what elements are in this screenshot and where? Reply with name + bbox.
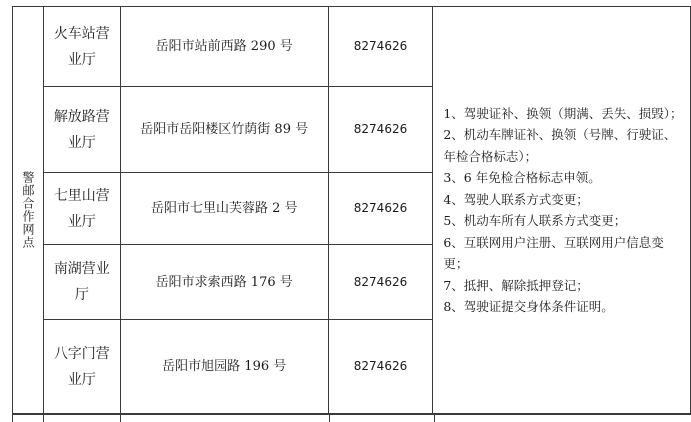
- column-divider: [12, 414, 13, 422]
- outlet-name-cell: [43, 320, 120, 414]
- outlet-name: 解放路营业厅: [53, 108, 110, 151]
- category-label: 警邮合作网点: [20, 171, 35, 249]
- outlet-address-cell: [120, 320, 328, 414]
- outlet-address-cell: [120, 7, 328, 87]
- service-item: 4、驾驶人联系方式变更；: [443, 191, 589, 207]
- outlet-address: 岳阳市岳阳楼区竹荫街 89 号: [140, 122, 309, 137]
- outlet-phone-cell: [328, 245, 433, 320]
- outlet-address: 岳阳市求索西路 176 号: [155, 274, 293, 290]
- service-outlets-table: [12, 6, 691, 414]
- outlet-name-cell: [43, 87, 120, 173]
- outlet-phone: 8274626: [353, 39, 408, 53]
- outlet-address: 岳阳市旭园路 196 号: [162, 359, 287, 374]
- service-item: 7、抵押、解除抵押登记；: [443, 277, 589, 293]
- outlet-phone: 8274626: [353, 274, 408, 289]
- column-divider: [329, 414, 330, 422]
- service-item: 2、机动车牌证补、换领（号牌、行驶证、年检合格标志）；: [443, 127, 677, 164]
- service-item: 8、驾驶证提交身体条件证明。: [443, 299, 614, 314]
- service-item: 1、驾驶证补、换领（期满、丢失、损毁）；: [443, 105, 683, 121]
- outlet-address-cell: [120, 245, 328, 320]
- outlet-name-cell: [43, 173, 120, 245]
- outlet-name: 火车站营业厅: [53, 25, 110, 68]
- outlet-address: 岳阳市站前西路 290 号: [155, 39, 293, 54]
- column-divider: [120, 414, 121, 422]
- outlet-address-cell: [120, 173, 328, 245]
- outlet-name: 八字门营业厅: [53, 345, 110, 388]
- column-divider: [434, 414, 435, 422]
- column-divider: [43, 414, 44, 422]
- services-list: [433, 103, 690, 318]
- outlet-phone-cell: [328, 87, 433, 173]
- outlet-phone-cell: [328, 173, 433, 245]
- outlet-phone-cell: [328, 7, 433, 87]
- services-cell: [433, 7, 691, 414]
- outlet-name-cell: [43, 245, 120, 320]
- outlet-phone-cell: [328, 320, 433, 414]
- outlet-name: 七里山营业厅: [53, 187, 110, 230]
- outlet-phone: 8274626: [353, 201, 408, 215]
- outlet-name-cell: [43, 7, 120, 87]
- outlet-address-cell: [120, 87, 328, 173]
- service-item: 6、互联网用户注册、互联网用户信息变更；: [443, 234, 664, 271]
- outlet-phone: 8274626: [353, 122, 408, 136]
- outlet-address: 岳阳市七里山芙蓉路 2 号: [150, 201, 298, 216]
- table-row: [13, 7, 691, 87]
- service-item: 3、6 年免检合格标志申领。: [443, 170, 601, 185]
- service-item: 5、机动车所有人联系方式变更；: [443, 213, 627, 228]
- next-row-border: [12, 414, 691, 415]
- outlet-name: 南湖营业厅: [53, 261, 110, 303]
- category-cell: [13, 7, 44, 414]
- outlet-phone: 8274626: [353, 359, 408, 373]
